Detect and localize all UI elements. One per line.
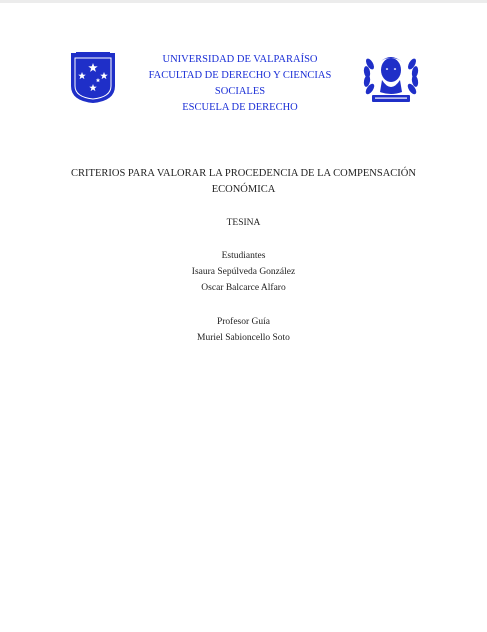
student-name: Isaura Sepúlveda González xyxy=(191,267,296,277)
faculty-name-line2: SOCIALES xyxy=(214,86,266,97)
school-name: ESCUELA DE DERECHO xyxy=(182,102,298,113)
student-name: Oscar Balcarce Alfaro xyxy=(201,283,286,293)
advisor-section xyxy=(100,314,387,346)
advisor-label: Profesor Guía xyxy=(216,317,271,327)
viewer-top-edge xyxy=(0,0,487,3)
document-type xyxy=(100,215,387,231)
thesis-title-line1: CRITERIOS PARA VALORAR LA PROCEDENCIA DE LA COMPENSACIÓN xyxy=(71,168,416,179)
institution-header xyxy=(134,52,346,116)
shield-stars-icon xyxy=(68,50,118,104)
thesis-title xyxy=(70,166,417,198)
university-name: UNIVERSIDAD DE VALPARAÍSO xyxy=(162,54,318,65)
thesis-title-line2: ECONÓMICA xyxy=(211,184,276,195)
faculty-name-line1: FACULTAD DE DERECHO Y CIENCIAS xyxy=(148,70,332,81)
students-section xyxy=(100,248,387,296)
document-type-label: TESINA xyxy=(226,218,261,228)
laurel-head-seal-icon xyxy=(360,50,422,106)
advisor-name: Muriel Sabioncello Soto xyxy=(197,333,290,343)
students-label: Estudiantes xyxy=(221,251,266,261)
